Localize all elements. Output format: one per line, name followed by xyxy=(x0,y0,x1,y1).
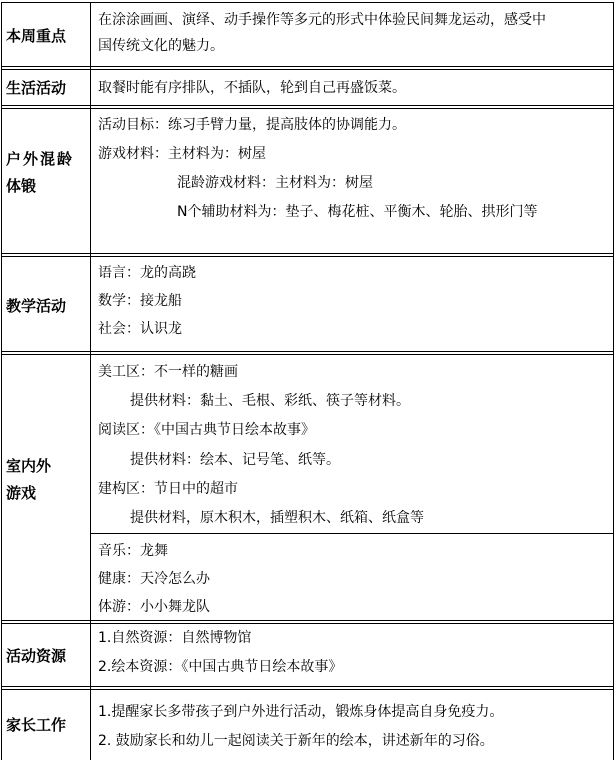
outdoor-text-line: 游戏材料：主材料为：树屋 xyxy=(98,146,266,162)
row-divider xyxy=(1,66,613,67)
indoor-text-line: 健康：天冷怎么办 xyxy=(98,571,210,587)
row-header-focus: 本周重点 xyxy=(6,27,67,45)
row-divider xyxy=(1,108,613,109)
outdoor-text-line: N个辅助材料为：垫子、梅花桩、平衡木、轮胎、拱形门等 xyxy=(177,204,538,220)
indoor-text-line: 提供材料，原木积木，插塑积木、纸箱、纸盒等 xyxy=(130,510,424,526)
row-header-teaching: 教学活动 xyxy=(6,297,67,315)
indoor-text-line: 体游：小小舞龙队 xyxy=(98,599,210,615)
indoor-text-line: 提供材料：绘本、记号笔、纸等。 xyxy=(130,452,340,468)
row-header-parents: 家长工作 xyxy=(6,716,67,734)
resources-text-line: 1.自然资源：自然博物馆 xyxy=(98,630,252,646)
table-border-right xyxy=(613,2,614,760)
resources-text-line: 2.绘本资源：《中国古典节日绘本故事》 xyxy=(98,659,343,675)
row-divider xyxy=(1,689,613,690)
teaching-text-line: 社会：认识龙 xyxy=(98,321,182,337)
row-divider xyxy=(1,256,613,257)
row-divider xyxy=(1,105,613,106)
life-text-line: 取餐时能有序排队，不插队，轮到自己再盛饭菜。 xyxy=(98,80,406,96)
parents-text-line: 1.提醒家长多带孩子到户外进行活动，锻炼身体提高自身免疫力。 xyxy=(98,704,504,720)
focus-text-line: 在涂涂画画、演绎、动手操作等多元的形式中体验民间舞龙运动，感受中 xyxy=(98,12,546,28)
row-divider xyxy=(1,354,613,355)
outdoor-text-line: 混龄游戏材料：主材料为：树屋 xyxy=(177,175,373,191)
row-divider xyxy=(1,253,613,254)
row-header-indoor: 游戏 xyxy=(6,484,37,502)
row-header-outdoor: 户外混龄 xyxy=(6,150,75,168)
row-divider xyxy=(1,620,613,621)
row-header-outdoor: 体锻 xyxy=(6,177,37,195)
row-divider xyxy=(1,69,613,70)
column-divider xyxy=(90,2,91,760)
row-divider xyxy=(1,686,613,687)
teaching-text-line: 数学：接龙船 xyxy=(98,293,182,309)
table-border-left xyxy=(1,2,2,760)
row-header-life: 生活活动 xyxy=(6,79,67,97)
row-divider xyxy=(1,351,613,352)
indoor-text-line: 建构区：节日中的超市 xyxy=(98,481,238,497)
row-header-indoor: 室内外 xyxy=(6,457,52,475)
outdoor-text-line: 活动目标：练习手臂力量，提高肢体的协调能力。 xyxy=(98,117,406,133)
focus-text-line: 国传统文化的魅力。 xyxy=(98,38,224,54)
row-header-resources: 活动资源 xyxy=(6,647,67,665)
table-border-top xyxy=(1,2,613,3)
indoor-text-line: 音乐：龙舞 xyxy=(98,543,168,559)
teaching-text-line: 语言：龙的高跷 xyxy=(98,265,196,281)
indoor-text-line: 阅读区：《中国古典节日绘本故事》 xyxy=(98,422,315,438)
indoor-text-line: 提供材料：黏土、毛根、彩纸、筷子等材料。 xyxy=(130,393,410,409)
parents-text-line: 2. 鼓励家长和幼儿一起阅读关于新年的绘本，讲述新年的习俗。 xyxy=(98,733,494,749)
cell-divider xyxy=(90,533,613,534)
row-divider xyxy=(1,623,613,624)
indoor-text-line: 美工区：不一样的糖画 xyxy=(98,364,238,380)
